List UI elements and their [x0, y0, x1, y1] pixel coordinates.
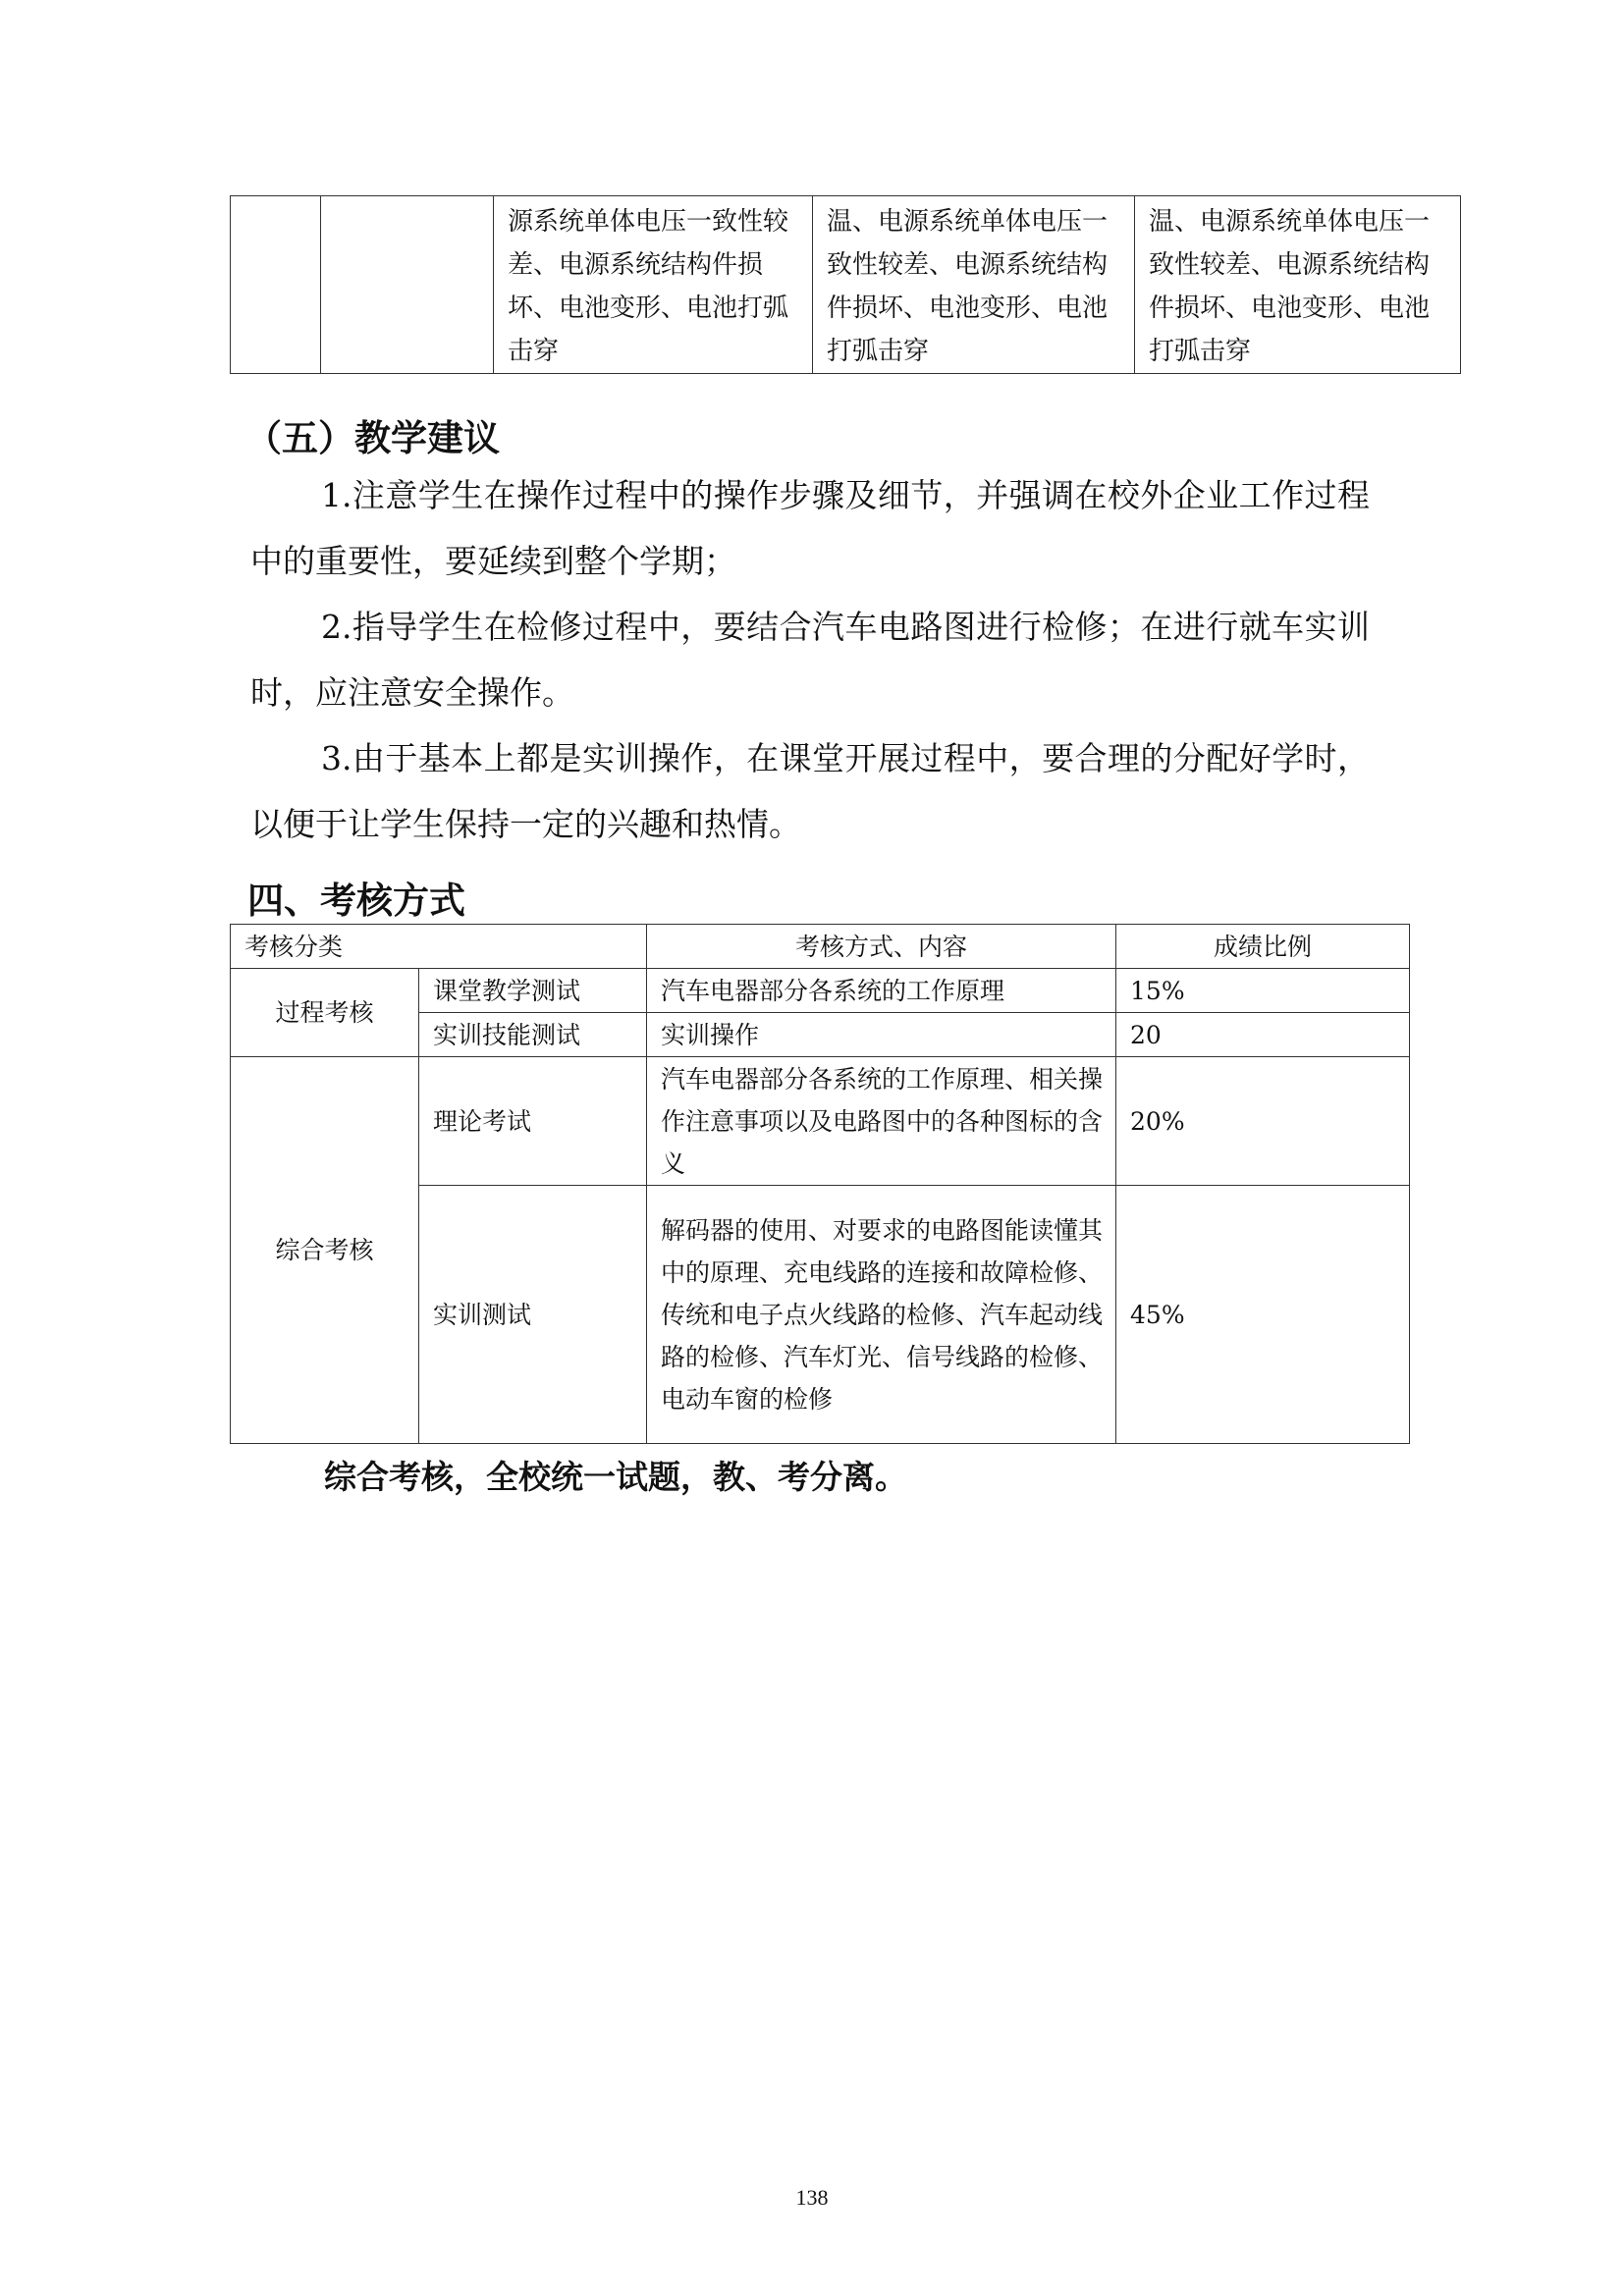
cell-text: 源系统单体电压一致性较差、电源系统结构件损坏、电池变形、电池打弧击穿 — [508, 207, 789, 366]
ratio-cell: 45% — [1116, 1186, 1410, 1444]
header-cell: 考核方式、内容 — [647, 925, 1116, 969]
cell-text: 温、电源系统单体电压一致性较差、电源系统结构件损坏、电池变形、电池打弧击穿 — [827, 207, 1109, 366]
content-cell: 实训操作 — [647, 1013, 1116, 1057]
content-cell: 解码器的使用、对要求的电路图能读懂其中的原理、充电线路的连接和故障检修、传统和电子点火线路的检修、汽车起动线路的检修、汽车灯光、信号线路的检修、电动车窗的检修 — [647, 1186, 1116, 1444]
table-cell — [321, 196, 494, 374]
group-cell: 过程考核 — [231, 969, 419, 1057]
table-cell — [813, 196, 1135, 374]
table-cell — [1135, 196, 1461, 374]
suggestion-paragraph: 3.由于基本上都是实训操作，在课堂开展过程中，要合理的分配好学时，以便于让学生保持一定的兴趣和热情。 — [250, 739, 1370, 843]
group-cell: 综合考核 — [231, 1057, 419, 1444]
section-heading-teaching-suggestions: （五）教学建议 — [245, 416, 500, 459]
closing-statement: 综合考核，全校统一试题，教、考分离。 — [324, 1458, 907, 1496]
table-header-row — [231, 925, 1410, 969]
ratio-cell: 15% — [1116, 969, 1410, 1013]
header-cell: 考核分类 — [231, 925, 647, 969]
content-cell: 汽车电器部分各系统的工作原理 — [647, 969, 1116, 1013]
page-number: 138 — [795, 2185, 829, 2210]
assessment-table — [230, 924, 1410, 1444]
table-cell — [231, 196, 321, 374]
ratio-cell: 20 — [1116, 1013, 1410, 1057]
content-cell: 汽车电器部分各系统的工作原理、相关操作注意事项以及电路图中的各种图标的含义 — [647, 1057, 1116, 1186]
table-row — [231, 196, 1461, 374]
table-row — [231, 1057, 1410, 1186]
cell-text: 温、电源系统单体电压一致性较差、电源系统结构件损坏、电池变形、电池打弧击穿 — [1149, 207, 1431, 366]
sub-cell: 理论考试 — [419, 1057, 647, 1186]
table-cell — [494, 196, 813, 374]
sub-cell: 实训技能测试 — [419, 1013, 647, 1057]
sub-cell: 课堂教学测试 — [419, 969, 647, 1013]
sub-cell: 实训测试 — [419, 1186, 647, 1444]
ratio-cell: 20% — [1116, 1057, 1410, 1186]
continuation-table — [230, 195, 1461, 374]
header-cell: 成绩比例 — [1116, 925, 1410, 969]
table-row — [231, 969, 1410, 1013]
suggestion-paragraph: 1.注意学生在操作过程中的操作步骤及细节，并强调在校外企业工作过程中的重要性，要延续到整个学期； — [250, 476, 1370, 580]
suggestion-paragraph: 2.指导学生在检修过程中，要结合汽车电路图进行检修；在进行就车实训时，应注意安全操作。 — [250, 608, 1370, 712]
section-heading-assessment: 四、考核方式 — [247, 879, 465, 922]
